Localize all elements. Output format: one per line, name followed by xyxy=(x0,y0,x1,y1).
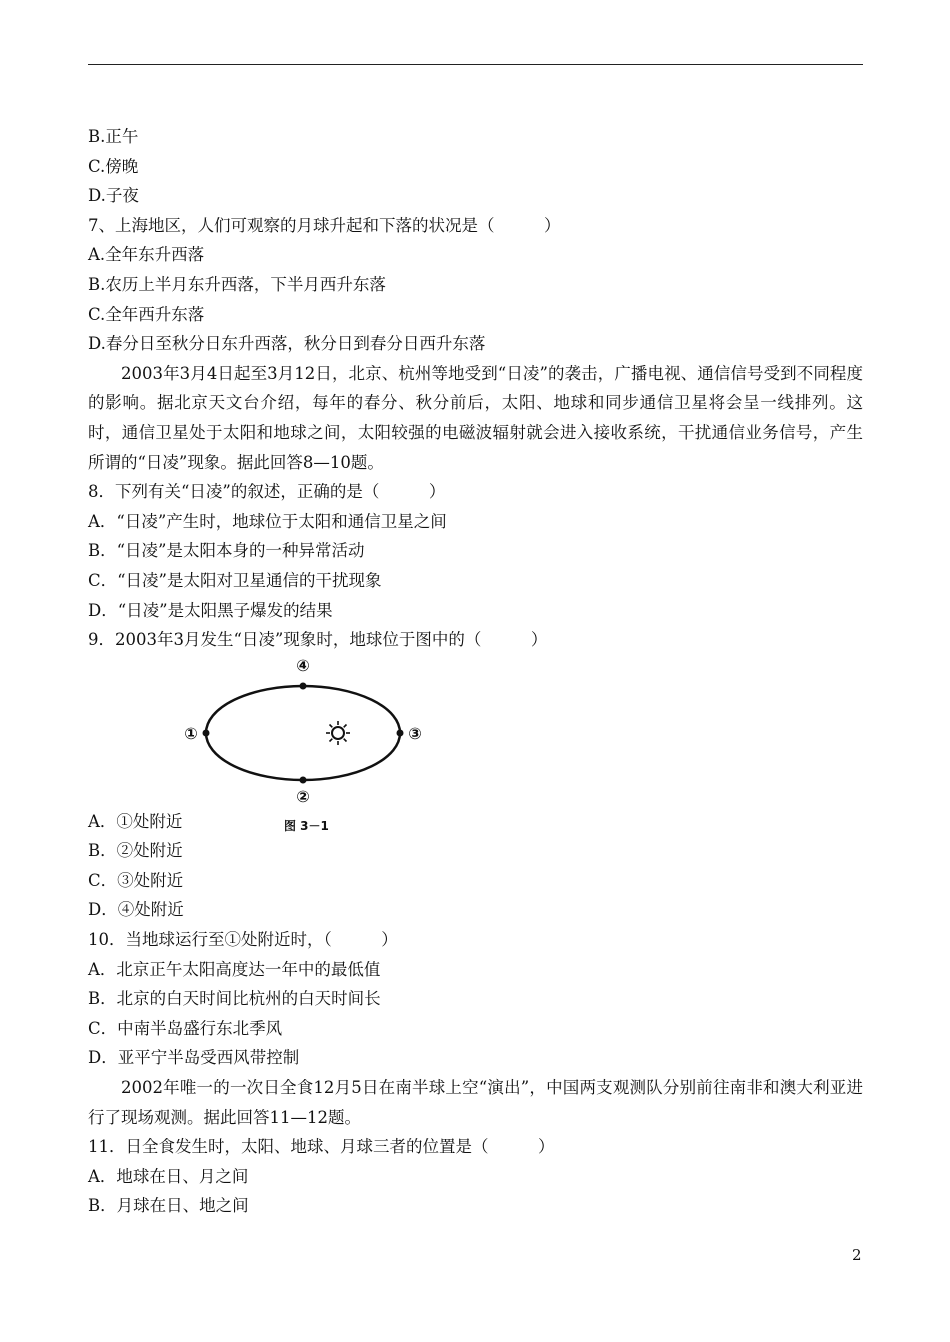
orbit-label-4: ④ xyxy=(296,655,310,675)
option-7c: C.全年西升东落 xyxy=(88,304,205,324)
page-number: 2 xyxy=(852,1246,862,1264)
option-9c: C．③处附近 xyxy=(88,870,184,890)
orbit-diagram xyxy=(184,655,433,806)
orbit-point-2 xyxy=(300,776,307,783)
passage-eclipse: 2002年唯一的一次日全食12月5日在南半球上空“演出”，中国两支观测队分别前往南非和澳大利亚进行了现场观测。据此回答11—12题。 xyxy=(88,1078,863,1127)
header-rule xyxy=(88,64,863,65)
passage-sun-outage: 2003年3月4日起至3月12日，北京、杭州等地受到“日凌”的袭击，广播电视、通信信号受到不同程度的影响。据北京天文台介绍，每年的春分、秋分前后，太阳、地球和同步通信卫星将会呈一线排列。这时，通信卫星处于太阳和地球之间，太阳较强的电磁波辐射就会进入接收系统，干扰通信业务信号，产生所谓的“日凌”现象。据此回答8—10题。 xyxy=(88,363,863,472)
orbit-ellipse xyxy=(206,686,400,780)
option-6b: B.正午 xyxy=(88,127,139,146)
option-9d: D．④处附近 xyxy=(88,900,184,920)
option-11b: B．月球在日、地之间 xyxy=(88,1196,249,1216)
option-6c: C.傍晚 xyxy=(88,156,139,176)
option-9a: A．①处附近 xyxy=(88,811,183,831)
option-10b: B．北京的白天时间比杭州的白天时间长 xyxy=(88,989,381,1009)
option-7b: B.农历上半月东升西落，下半月西升东落 xyxy=(88,274,386,294)
option-7d: D.春分日至秋分日东升西落，秋分日到春分日西升东落 xyxy=(88,334,486,354)
orbit-label-3: ③ xyxy=(408,723,422,743)
orbit-point-3 xyxy=(397,729,404,736)
option-9b: B．②处附近 xyxy=(88,841,183,861)
orbit-label-2: ② xyxy=(296,786,310,806)
option-10c: C．中南半岛盛行东北季风 xyxy=(88,1018,283,1038)
option-8b: B．“日凌”是太阳本身的一种异常活动 xyxy=(88,541,365,561)
option-8a: A．“日凌”产生时，地球位于太阳和通信卫星之间 xyxy=(88,511,447,531)
question-9: 9．2003年3月发生“日凌”现象时，地球位于图中的（ ） xyxy=(88,630,548,650)
orbit-point-4 xyxy=(300,682,307,689)
orbit-point-1 xyxy=(203,729,210,736)
option-10a: A．北京正午太阳高度达一年中的最低值 xyxy=(88,959,381,979)
option-11a: A．地球在日、月之间 xyxy=(88,1166,249,1186)
question-7: 7、上海地区，人们可观察的月球升起和下落的状况是（ ） xyxy=(88,215,561,235)
question-11: 11．日全食发生时，太阳、地球、月球三者的位置是（ ） xyxy=(88,1137,555,1157)
figure-caption: 图 3－1 xyxy=(284,818,329,833)
question-10: 10．当地球运行至①处附近时，（ ） xyxy=(88,930,398,950)
option-6d: D.子夜 xyxy=(88,186,139,206)
option-7a: A.全年东升西落 xyxy=(88,245,205,265)
sun-icon xyxy=(326,721,350,745)
orbit-label-1: ① xyxy=(184,723,198,743)
option-10d: D．亚平宁半岛受西风带控制 xyxy=(88,1048,300,1068)
document-body xyxy=(88,122,863,1221)
question-8: 8．下列有关“日凌”的叙述，正确的是（ ） xyxy=(88,482,446,502)
option-8d: D．“日凌”是太阳黑子爆发的结果 xyxy=(88,600,333,620)
option-8c: C．“日凌”是太阳对卫星通信的干扰现象 xyxy=(88,570,382,590)
